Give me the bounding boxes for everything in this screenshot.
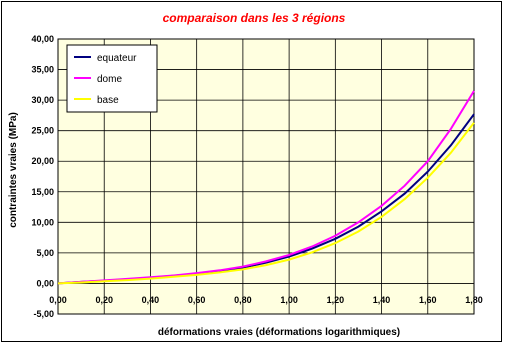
x-tick-label: 0,40 — [141, 295, 160, 305]
y-tick-label: 20,00 — [31, 156, 54, 167]
x-tick-label: 0,60 — [187, 295, 206, 305]
y-tick-label: 15,00 — [31, 186, 54, 197]
legend-label: base — [97, 95, 119, 106]
y-axis-label: contraintes vraies (MPa) — [8, 112, 19, 228]
y-tick-label: 30,00 — [31, 95, 54, 106]
x-axis-label: déformations vraies (déformations logarithmiques) — [157, 327, 401, 338]
chart-canvas — [2, 2, 501, 341]
x-tick-label: 1,00 — [280, 295, 298, 305]
x-tick-label: 1,60 — [419, 295, 437, 305]
y-tick-label: 5,00 — [36, 247, 54, 258]
y-tick-label: 0,00 — [36, 278, 54, 289]
legend — [67, 45, 157, 112]
x-tick-label: 0,80 — [234, 295, 252, 305]
y-tick-label: 25,00 — [31, 125, 54, 136]
x-tick-label: 0,00 — [49, 295, 67, 305]
x-tick-label: 0,20 — [95, 295, 113, 305]
y-tick-label: -5,00 — [33, 309, 54, 319]
y-tick-label: 35,00 — [31, 64, 54, 75]
x-tick-label: 1,20 — [326, 295, 345, 305]
chart-frame — [1, 1, 502, 342]
y-axis-ticks — [31, 34, 54, 319]
x-tick-label: 1,40 — [372, 295, 391, 305]
x-tick-label: 1,80 — [465, 295, 483, 305]
y-tick-label: 10,00 — [31, 217, 54, 228]
legend-label: equateur — [97, 53, 137, 64]
legend-label: dome — [97, 74, 123, 85]
chart-title: comparaison dans les 3 régions — [162, 11, 346, 25]
y-tick-label: 40,00 — [31, 34, 54, 44]
